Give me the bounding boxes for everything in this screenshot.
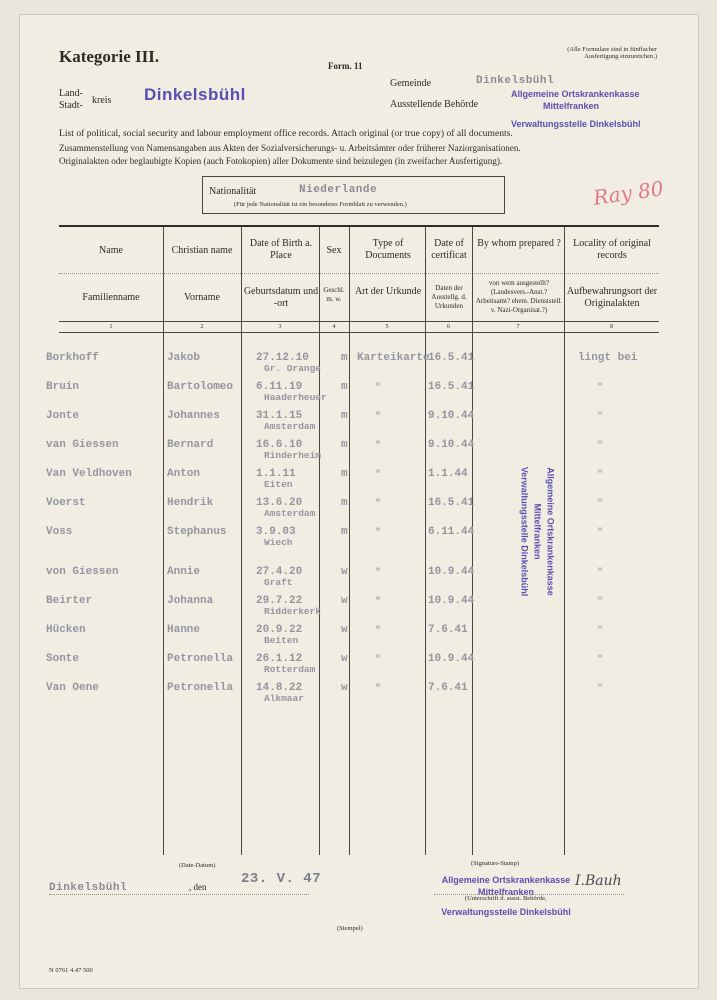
row-12-loc: " xyxy=(597,684,604,695)
col-divider-6 xyxy=(472,227,473,855)
row-5-loc: " xyxy=(597,470,604,481)
row-3-loc: " xyxy=(597,412,604,423)
row-6-birth: 13.6.20 xyxy=(256,497,303,509)
row-2-sex: m xyxy=(341,381,348,393)
row-5-first: Anton xyxy=(167,468,201,480)
row-4-name: van Giessen xyxy=(46,439,119,451)
col-header-doctype: Type of Documents xyxy=(365,238,411,261)
vertical-stamp-line-3: Verwaltungsstelle Dinkelsbühl xyxy=(519,466,530,597)
handwritten-mark: Ray 80 xyxy=(591,176,665,210)
kreis-value: Dinkelsbühl xyxy=(144,85,246,104)
row-3-birth: 31.1.15 xyxy=(256,410,303,422)
row-1-first: Jakob xyxy=(167,352,201,364)
row-6-sex: m xyxy=(341,497,348,509)
row-2-date: 16.5.41 xyxy=(428,381,475,393)
row-4-loc: " xyxy=(597,441,604,452)
col-number-7: 7 xyxy=(516,324,520,330)
den-label: , den xyxy=(189,882,207,892)
row-4-birth: 16.6.10 xyxy=(256,439,303,451)
signature-stamp-line-2: Mittelfranken xyxy=(477,887,534,897)
row-6-name: Voerst xyxy=(46,497,86,509)
row-12-birth: 14.8.22 xyxy=(256,682,303,694)
nationality-value: Niederlande xyxy=(299,184,378,196)
row-3-sex: m xyxy=(341,410,348,422)
table-top-rule xyxy=(59,225,659,227)
row-12-sex: w xyxy=(341,682,348,694)
row-11-loc: " xyxy=(597,655,604,666)
nationality-note: (Für jede Nationalität ist ein besonderes Formblatt zu verwenden.) xyxy=(234,201,407,208)
row-7-place: Wiech xyxy=(264,537,293,548)
header-divider xyxy=(59,273,659,274)
col-divider-5 xyxy=(425,227,426,855)
row-9-place: Ridderkerk xyxy=(264,606,322,617)
row-10-doc: " xyxy=(375,626,382,637)
col-header-sex-de: Geschl. m. w. xyxy=(323,286,345,303)
nationality-box xyxy=(202,176,505,214)
signature-stamp-line-1: Allgemeine Ortskrankenkasse xyxy=(441,875,571,885)
behoerde-stamp-line-2: Mittelfranken xyxy=(542,101,599,111)
copies-note-line-1: (Alle Formulare sind in fünffacher xyxy=(567,46,657,53)
signature-stamp-line-3: Verwaltungsstelle Dinkelsbühl xyxy=(441,907,571,917)
row-1-birth: 27.12.10 xyxy=(256,352,309,364)
row-2-place: Haaderheuer xyxy=(264,392,327,403)
row-9-loc: " xyxy=(597,597,604,608)
copies-note-line-2: Ausfertigung einzureichen.) xyxy=(584,53,657,60)
row-1-doc: Karteikarte xyxy=(357,352,430,364)
vertical-stamp xyxy=(518,457,557,607)
row-6-doc: " xyxy=(375,499,382,510)
row-10-birth: 20.9.22 xyxy=(256,624,303,636)
col-header-certdate-de: Daten der Ausstellg. d. Urkunden xyxy=(431,284,467,310)
row-8-first: Annie xyxy=(167,566,201,578)
vertical-stamp-line-2: Mittelfranken xyxy=(532,503,543,560)
col-header-name-de: Familienname xyxy=(82,292,140,303)
col-header-doctype-de: Art der Urkunde xyxy=(354,286,422,297)
row-4-place: Rinderheim xyxy=(264,450,322,461)
row-4-doc: " xyxy=(375,441,382,452)
signature-note: (Unterschrift d. ausst. Behörde, xyxy=(465,895,547,902)
row-5-place: Eiten xyxy=(264,479,293,490)
form-sheet xyxy=(19,14,699,989)
row-9-name: Beirter xyxy=(46,595,93,607)
description-de-1: Zusammenstellung von Namensangaben aus Akten der Sozialversicherungs- u. Arbeitsämter oder früherer Naziorganisationen. xyxy=(59,143,521,153)
row-10-date: 7.6.41 xyxy=(428,624,468,636)
date-value: 23. V. 47 xyxy=(241,871,322,887)
col-header-locality-de: Aufbewahrungsort der Originalakten xyxy=(566,286,658,309)
row-10-name: Hücken xyxy=(46,624,86,636)
col-header-prepared: By whom prepared ? xyxy=(477,238,561,249)
col-divider-4 xyxy=(349,227,350,855)
row-5-sex: m xyxy=(341,468,348,480)
row-2-first: Bartolomeo xyxy=(167,381,234,393)
row-8-place: Graft xyxy=(264,577,293,588)
row-10-place: Beiten xyxy=(264,635,299,646)
row-11-name: Sonte xyxy=(46,653,80,665)
col-number-1: 1 xyxy=(109,324,113,330)
description-en: List of political, social security and labour employment office records. Attach original (or true copy) of all documents. xyxy=(59,128,513,139)
row-1-place: Gr. Orange xyxy=(264,363,322,374)
row-7-date: 6.11.44 xyxy=(428,526,475,538)
col-divider-3 xyxy=(319,227,320,855)
row-3-doc: " xyxy=(375,412,382,423)
row-12-first: Petronella xyxy=(167,682,234,694)
row-12-date: 7.6.41 xyxy=(428,682,468,694)
row-6-loc: " xyxy=(597,499,604,510)
row-10-sex: w xyxy=(341,624,348,636)
row-6-place: Amsterdam xyxy=(264,508,316,519)
row-8-birth: 27.4.20 xyxy=(256,566,303,578)
col-header-christian: Christian name xyxy=(171,245,233,256)
row-6-first: Hendrik xyxy=(167,497,214,509)
row-11-first: Petronella xyxy=(167,653,234,665)
row-3-first: Johannes xyxy=(167,410,220,422)
stempel-label: (Stempel) xyxy=(337,925,363,932)
copies-note xyxy=(529,46,657,60)
row-8-doc: " xyxy=(375,568,382,579)
land-label: Land- xyxy=(59,88,83,99)
signature-label: (Signature-Stamp) xyxy=(471,860,520,867)
col-header-sex: Sex xyxy=(326,245,342,256)
col-header-locality: Locality of original records xyxy=(573,238,651,261)
row-11-date: 10.9.44 xyxy=(428,653,475,665)
row-3-name: Jonte xyxy=(46,410,80,422)
col-number-5: 5 xyxy=(385,324,389,330)
row-1-sex: m xyxy=(341,352,348,364)
row-11-place: Rotterdam xyxy=(264,664,316,675)
col-divider-1 xyxy=(163,227,164,855)
row-6-date: 16.5.41 xyxy=(428,497,475,509)
row-7-first: Stephanus xyxy=(167,526,227,538)
row-9-first: Johanna xyxy=(167,595,214,607)
row-9-sex: w xyxy=(341,595,348,607)
behoerde-stamp xyxy=(511,88,641,130)
row-12-name: Van Oene xyxy=(46,682,99,694)
col-number-3: 3 xyxy=(278,324,282,330)
row-7-sex: m xyxy=(341,526,348,538)
row-9-date: 10.9.44 xyxy=(428,595,475,607)
col-header-name: Name xyxy=(99,245,123,256)
kreis-label: kreis xyxy=(92,95,112,106)
col-header-prepared-de: von wem ausgestellt? (Landesvers.-Anst.? Arbeitsamt? ehem. Dienststell. v. Nazi-Organisat.?) xyxy=(475,279,563,314)
row-1-name: Borkhoff xyxy=(46,352,99,364)
row-1-loc: lingt bei xyxy=(578,352,638,364)
signature-line xyxy=(434,894,624,895)
behoerde-stamp-line-3: Verwaltungsstelle Dinkelsbühl xyxy=(511,119,641,129)
row-11-doc: " xyxy=(375,655,382,666)
row-7-loc: " xyxy=(597,528,604,539)
row-4-first: Bernard xyxy=(167,439,214,451)
row-11-sex: w xyxy=(341,653,348,665)
col-divider-7 xyxy=(564,227,565,855)
nationality-label: Nationalität xyxy=(209,186,257,197)
row-2-loc: " xyxy=(597,383,604,394)
behoerde-label: Ausstellende Behörde xyxy=(390,99,479,110)
row-8-name: von Giessen xyxy=(46,566,119,578)
row-7-doc: " xyxy=(375,528,382,539)
col-divider-2 xyxy=(241,227,242,855)
row-4-sex: m xyxy=(341,439,348,451)
row-5-doc: " xyxy=(375,470,382,481)
col-header-christian-de: Vorname xyxy=(184,292,220,303)
form-number: Form. 11 xyxy=(328,61,363,71)
gemeinde-label: Gemeinde xyxy=(390,78,432,89)
row-5-birth: 1.1.11 xyxy=(256,468,296,480)
print-code: N 0761 4.47 500 xyxy=(49,967,93,974)
col-number-2: 2 xyxy=(200,324,204,330)
stadt-label: Stadt- xyxy=(59,100,83,111)
date-label: (Date-Datum) xyxy=(179,862,216,869)
col-header-certdate: Date of certificat xyxy=(431,238,467,261)
row-2-name: Bruin xyxy=(46,381,80,393)
description-de-2: Originalakten oder beglaubigte Kopien (auch Fotokopien) aller Dokumente sind beizulegen (in zweifacher Ausfertigung). xyxy=(59,156,503,166)
row-4-date: 9.10.44 xyxy=(428,439,475,451)
col-number-8: 8 xyxy=(610,324,613,330)
signature: I.Bauh xyxy=(575,873,622,889)
gemeinde-value: Dinkelsbühl xyxy=(476,75,555,87)
col-header-birth-de: Geburtsdatum und -ort xyxy=(243,286,319,309)
row-9-doc: " xyxy=(375,597,382,608)
row-12-place: Alkmaar xyxy=(264,693,304,704)
date-line xyxy=(49,894,309,895)
row-10-loc: " xyxy=(597,626,604,637)
row-3-place: Amsterdam xyxy=(264,421,316,432)
table-header-rule xyxy=(59,321,659,322)
row-9-birth: 29.7.22 xyxy=(256,595,303,607)
row-5-date: 1.1.44 xyxy=(428,468,468,480)
table-number-rule xyxy=(59,332,659,333)
col-header-birth: Date of Birth a. Place xyxy=(249,238,313,261)
row-8-sex: w xyxy=(341,566,348,578)
row-7-birth: 3.9.03 xyxy=(256,526,296,538)
col-number-4: 4 xyxy=(332,324,336,330)
row-11-birth: 26.1.12 xyxy=(256,653,303,665)
category-title: Kategorie III. xyxy=(59,47,160,66)
row-8-date: 10.9.44 xyxy=(428,566,475,578)
col-number-6: 6 xyxy=(447,324,450,330)
row-2-birth: 6.11.19 xyxy=(256,381,303,393)
row-10-first: Hanne xyxy=(167,624,201,636)
row-8-loc: " xyxy=(597,568,604,579)
place-value: Dinkelsbühl xyxy=(49,882,128,894)
row-12-doc: " xyxy=(375,684,382,695)
behoerde-stamp-line-1: Allgemeine Ortskrankenkasse xyxy=(511,89,640,99)
vertical-stamp-line-1: Allgemeine Ortskrankenkasse xyxy=(545,467,556,596)
row-3-date: 9.10.44 xyxy=(428,410,475,422)
row-7-name: Voss xyxy=(46,526,73,538)
row-1-date: 16.5.41 xyxy=(428,352,475,364)
row-2-doc: " xyxy=(375,383,382,394)
row-5-name: Van Veldhoven xyxy=(46,468,132,480)
